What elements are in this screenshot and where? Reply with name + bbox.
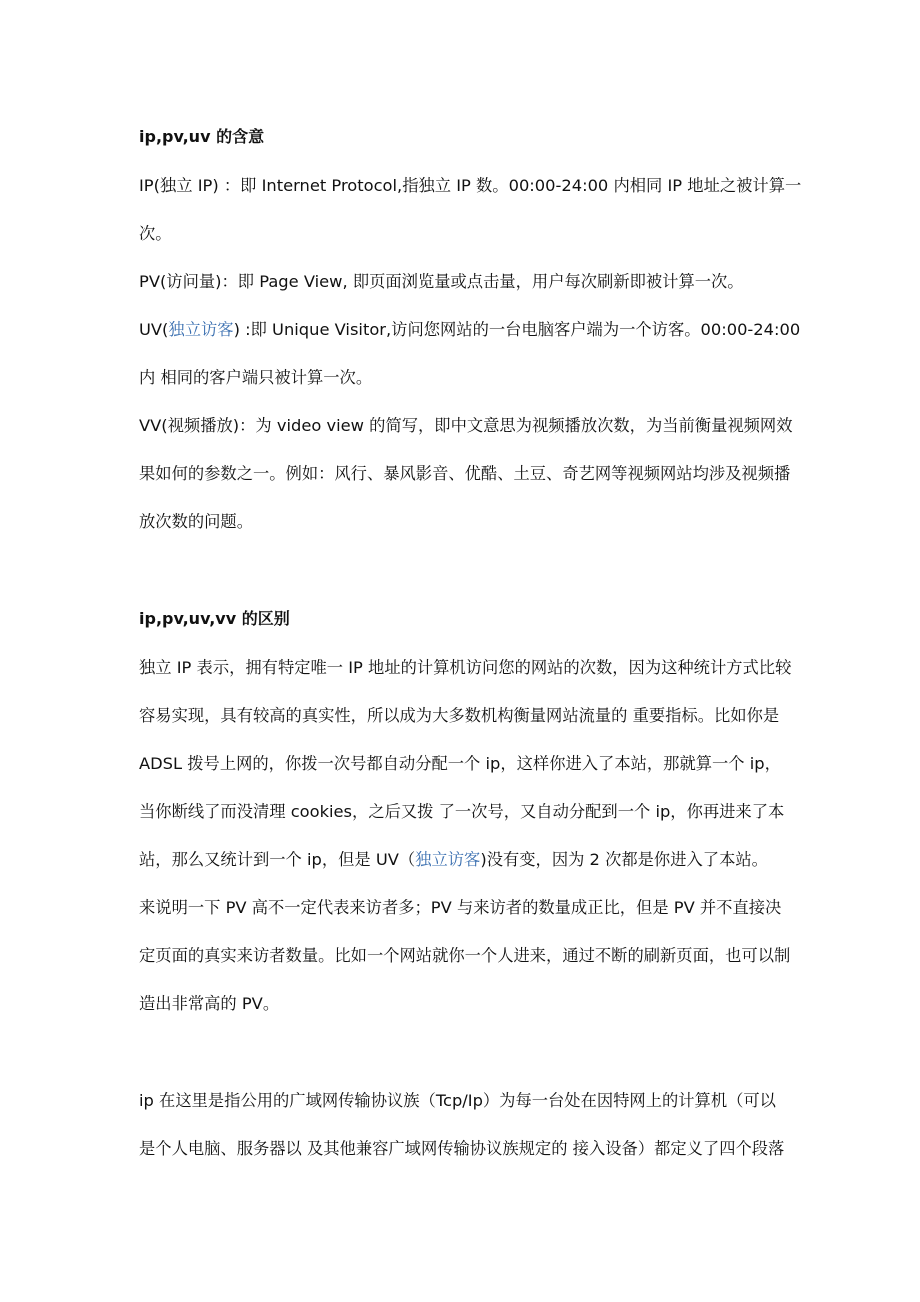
- pv-definition-line: PV(访问量)：即 Page View, 即页面浏览量或点击量，用户每次刷新即被计算一次。: [139, 272, 744, 291]
- difference-paragraph-1-line-4: 当你断线了而没清理 cookies，之后又拨 了一次号，又自动分配到一个 ip，你再进来了本: [139, 802, 785, 821]
- uv-suffix: ) :即 Unique Visitor,访问您网站的一台电脑客户端为一个访客。00:00-24:00: [233, 320, 801, 339]
- vv-definition-line-2: 果如何的参数之一。例如：风行、暴风影音、优酷、土豆、奇艺网等视频网站均涉及视频播: [139, 464, 791, 483]
- vv-definition-line-3: 放次数的问题。: [139, 512, 253, 531]
- vv-definition-line-1: VV(视频播放)：为 video view 的简写，即中文意思为视频播放次数，为当前衡量视频网效: [139, 416, 793, 435]
- difference-paragraph-1-line-5: [139, 849, 768, 871]
- section-heading-difference: ip,pv,uv,vv 的区别: [139, 609, 290, 628]
- uv-definition-line-1: [139, 319, 800, 341]
- difference-paragraph-2-line-2: 定页面的真实来访者数量。比如一个网站就你一个人进来，通过不断的刷新页面，也可以制: [139, 946, 791, 965]
- ip-explanation-line-2: 是个人电脑、服务器以 及其他兼容广域网传输协议族规定的 接入设备）都定义了四个段落: [139, 1139, 785, 1158]
- difference-paragraph-2-line-1: 来说明一下 PV 高不一定代表来访者多；PV 与来访者的数量成正比，但是 PV 并不直接决: [139, 898, 782, 917]
- section-heading-meaning: ip,pv,uv 的含意: [139, 127, 265, 146]
- ip-explanation-line-1: ip 在这里是指公用的广域网传输协议族（Tcp/Ip）为每一台处在因特网上的计算机（可以: [139, 1091, 776, 1110]
- ip-definition-line-1: IP(独立 IP) ：即 Internet Protocol,指独立 IP 数。00:00-24:00 内相同 IP 地址之被计算一: [139, 176, 802, 195]
- line5-suffix: )没有变，因为 2 次都是你进入了本站。: [480, 850, 768, 869]
- unique-visitor-link[interactable]: 独立访客: [168, 320, 234, 339]
- difference-paragraph-1-line-1: 独立 IP 表示，拥有特定唯一 IP 地址的计算机访问您的网站的次数，因为这种统计方式比较: [139, 658, 792, 677]
- difference-paragraph-1-line-2: 容易实现，具有较高的真实性，所以成为大多数机构衡量网站流量的 重要指标。比如你是: [139, 706, 780, 725]
- difference-paragraph-2-line-3: 造出非常高的 PV。: [139, 994, 280, 1013]
- uv-prefix: UV(: [139, 320, 169, 339]
- line5-prefix: 站，那么又统计到一个 ip，但是 UV（: [139, 850, 416, 869]
- unique-visitor-link-2[interactable]: 独立访客: [415, 850, 481, 869]
- uv-definition-line-2: 内 相同的客户端只被计算一次。: [139, 368, 373, 387]
- ip-definition-line-2: 次。: [139, 224, 172, 243]
- difference-paragraph-1-line-3: ADSL 拨号上网的，你拨一次号都自动分配一个 ip，这样你进入了本站，那就算一个 ip，: [139, 754, 781, 773]
